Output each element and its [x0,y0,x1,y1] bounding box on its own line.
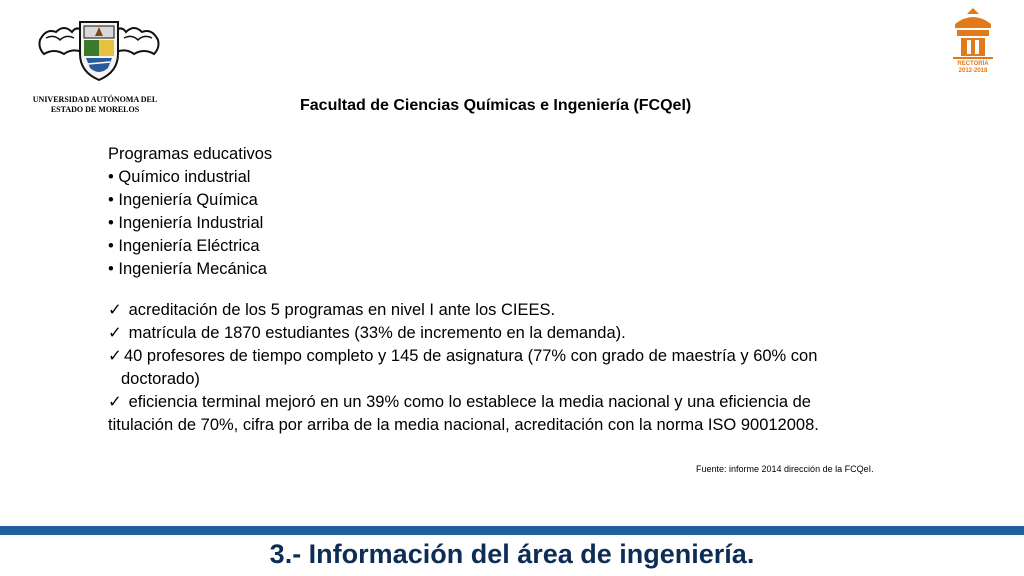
achievement-text: eficiencia terminal mejoró en un 39% como lo establece la media nacional y una eficiencia de [124,393,811,411]
footer-band [0,526,1024,535]
checkmark-icon: ✓ [108,347,122,365]
achievement-item [108,391,888,414]
achievement-text: 40 profesores de tiempo completo y 145 de asignatura (77% con grado de maestría y 60% con [124,347,818,365]
achievement-item [108,299,888,322]
achievement-text: acreditación de los 5 programas en nivel I ante los CIEES. [124,301,556,319]
spacer [108,281,888,299]
slide-body [108,143,888,437]
slide-title: Facultad de Ciencias Químicas e Ingeniería (FCQeI) [300,97,692,114]
source-note: Fuente: informe 2014 dirección de la FCQeI. [696,464,874,474]
program-item: • Ingeniería Mecánica [108,260,267,278]
section-title: 3.- Información del área de ingeniería. [269,539,755,569]
achievement-item [108,345,888,368]
achievement-continuation: doctorado) [121,370,200,388]
program-item: • Ingeniería Industrial [108,214,264,232]
achievement-text: matrícula de 1870 estudiantes (33% de incremento en la demanda). [124,324,626,342]
rectoria-label: RECTORÍA [957,61,989,67]
program-item: • Ingeniería Química [108,191,258,209]
checkmark-icon: ✓ [108,393,122,411]
checkmark-icon: ✓ [108,301,122,319]
rectoria-tower-icon [945,6,1001,74]
achievement-continuation: titulación de 70%, cifra por arriba de la media nacional, acreditación con la norma ISO 90012008. [108,416,819,434]
achievement-item [108,322,888,345]
checkmark-icon: ✓ [108,324,122,342]
university-name [20,95,170,115]
university-name-line-2: ESTADO DE MORELOS [50,105,140,114]
program-item: • Químico industrial [108,168,251,186]
uaem-coat-of-arms-icon [36,18,162,82]
rectoria-years: 2012-2018 [958,68,988,74]
program-item: • Ingeniería Eléctrica [108,237,260,255]
university-name-line-1: UNIVERSIDAD AUTÓNOMA DEL [32,95,158,104]
programs-heading: Programas educativos [108,145,273,163]
